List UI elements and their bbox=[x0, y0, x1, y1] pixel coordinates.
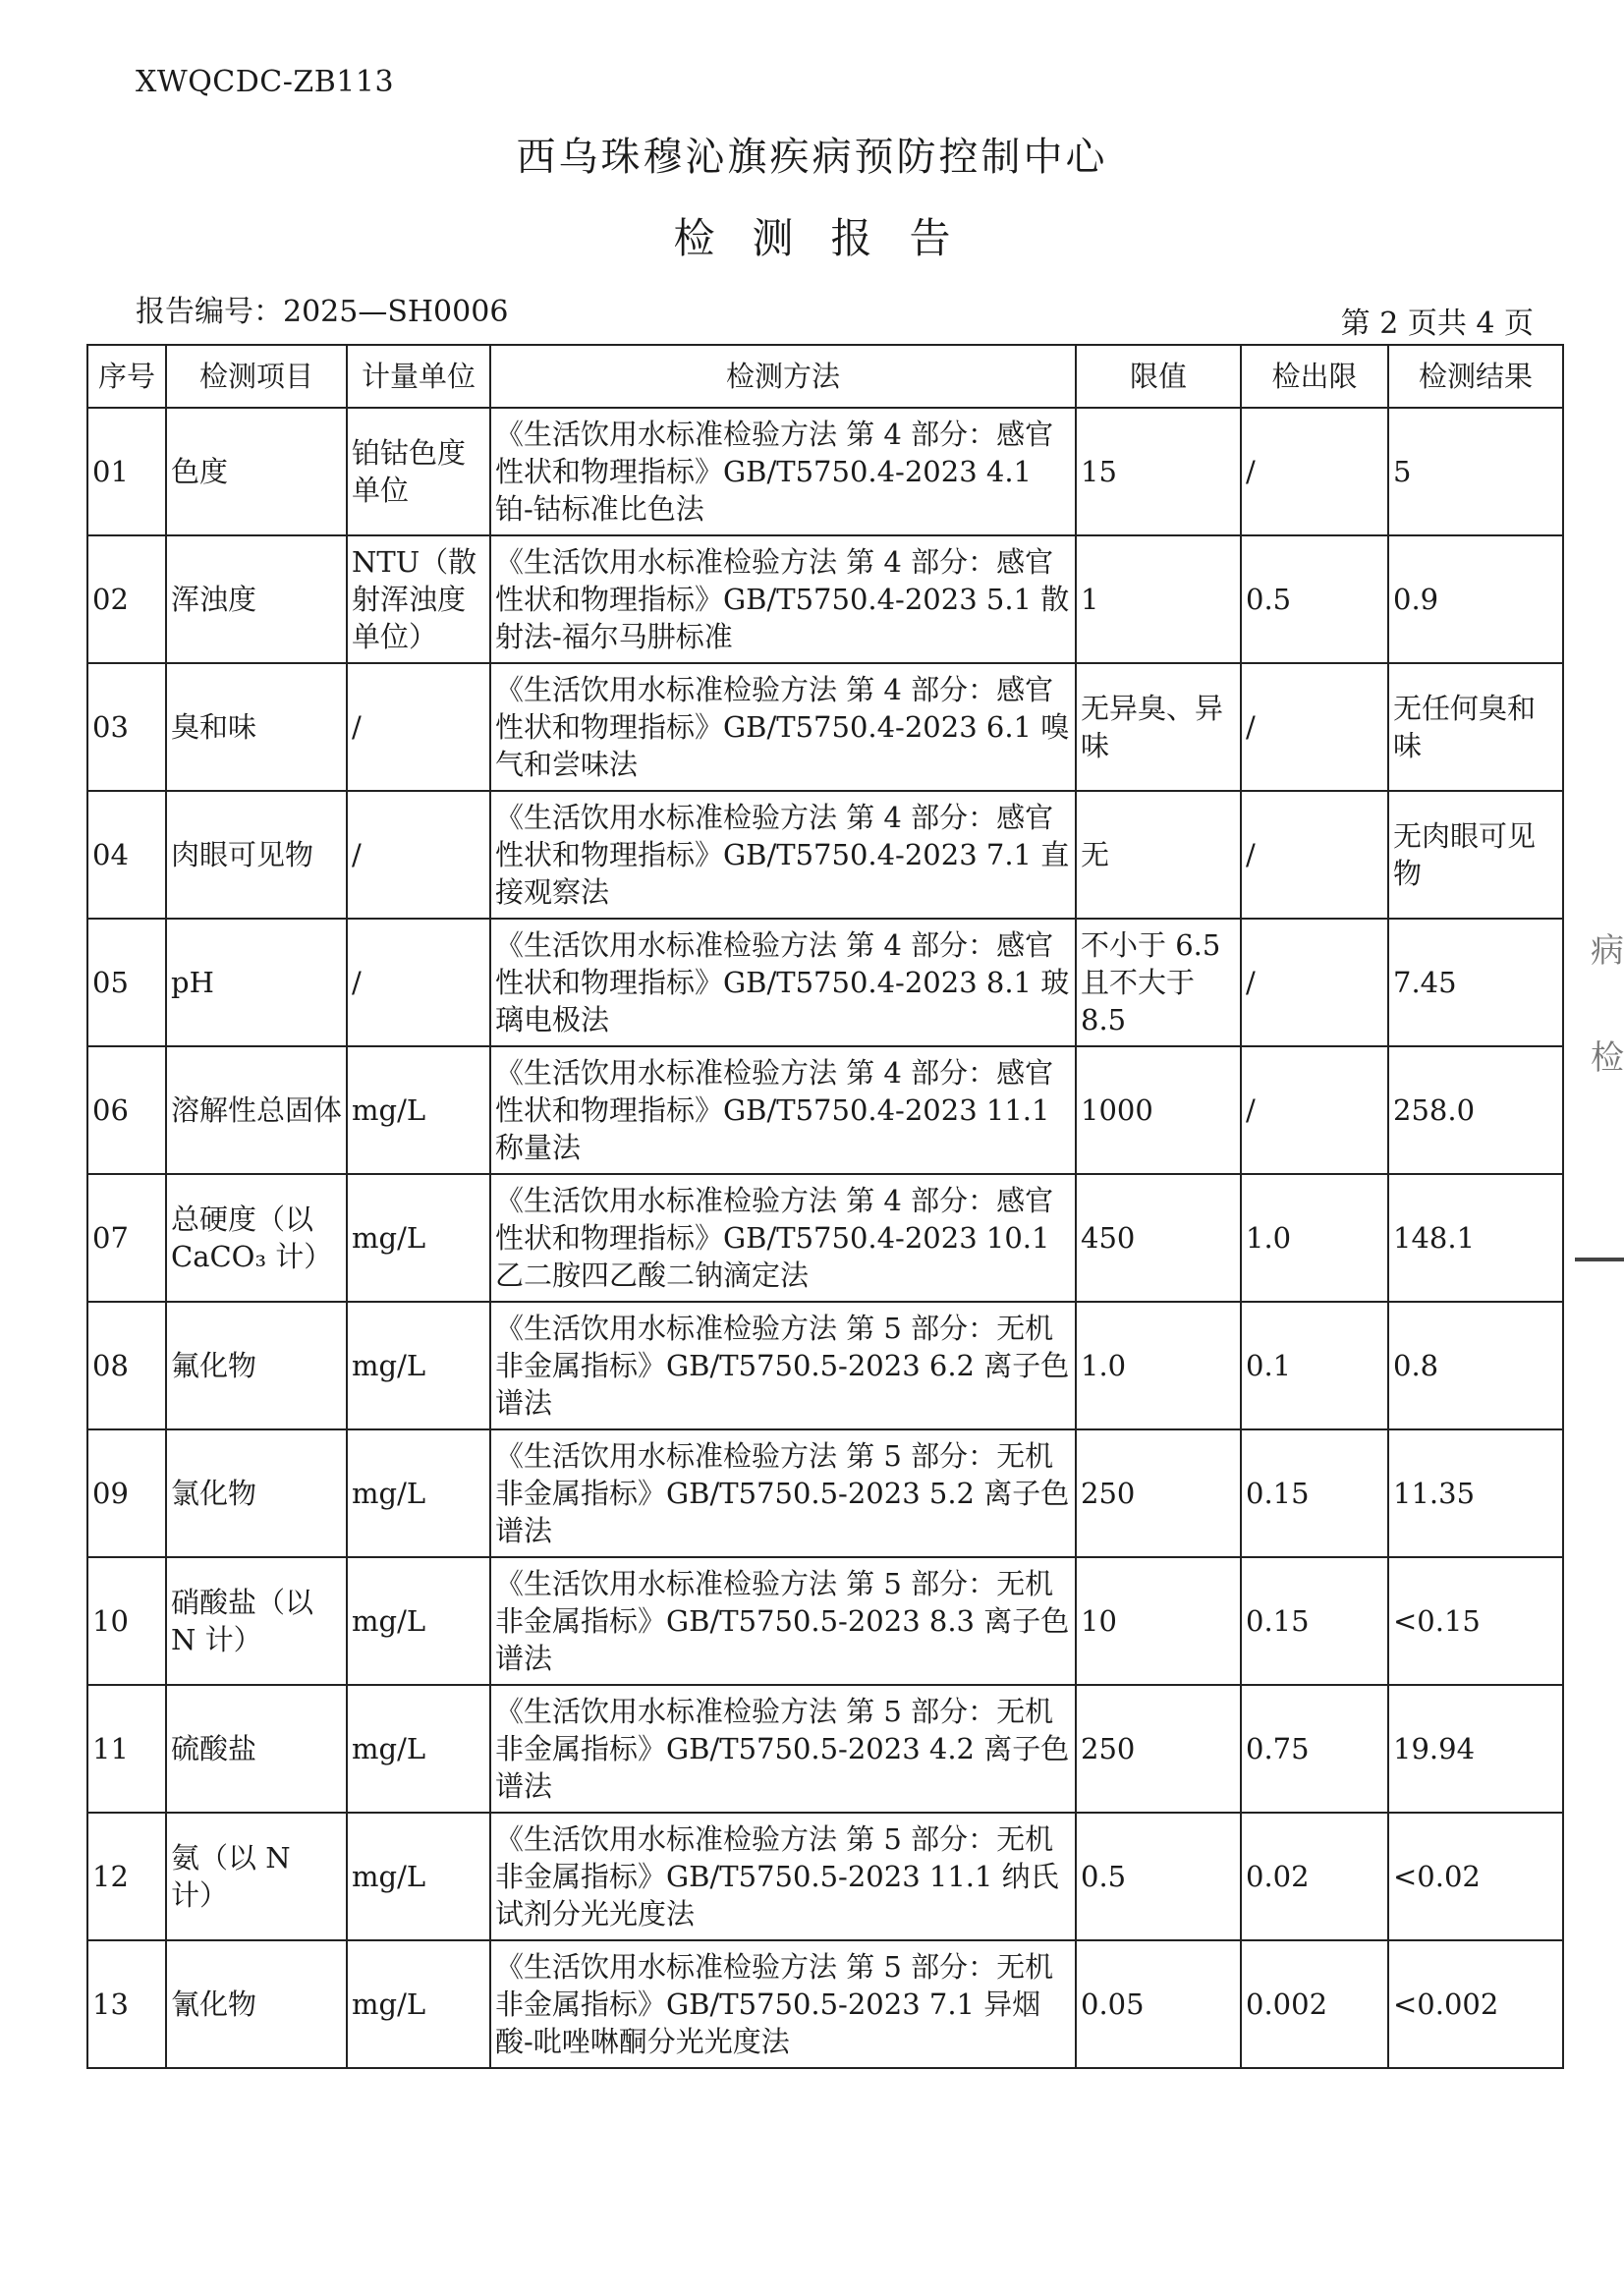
cell-method: 《生活饮用水标准检验方法 第 4 部分：感官性状和物理指标》GB/T5750.4-2023 11.1 称量法 bbox=[490, 1046, 1076, 1174]
cell-detect: / bbox=[1241, 791, 1388, 919]
cell-result: <0.02 bbox=[1388, 1813, 1563, 1940]
cell-detect: 0.75 bbox=[1241, 1685, 1388, 1813]
cell-item: 色度 bbox=[166, 408, 347, 535]
report-title: 检测报告 bbox=[673, 214, 988, 262]
cell-detect: 0.15 bbox=[1241, 1429, 1388, 1557]
cell-no: 09 bbox=[87, 1429, 166, 1557]
cell-method: 《生活饮用水标准检验方法 第 4 部分：感官性状和物理指标》GB/T5750.4-2023 7.1 直接观察法 bbox=[490, 791, 1076, 919]
column-header: 检测结果 bbox=[1388, 345, 1563, 408]
cell-detect: / bbox=[1241, 919, 1388, 1046]
cell-item: 硝酸盐（以 N 计） bbox=[166, 1557, 347, 1685]
cell-limit: 不小于 6.5 且不大于 8.5 bbox=[1076, 919, 1241, 1046]
cell-result: 0.8 bbox=[1388, 1302, 1563, 1429]
cell-result: 5 bbox=[1388, 408, 1563, 535]
cell-unit: mg/L bbox=[347, 1685, 490, 1813]
table-row bbox=[87, 1302, 1563, 1429]
cell-limit: 15 bbox=[1076, 408, 1241, 535]
column-header: 序号 bbox=[87, 345, 166, 408]
cell-unit: mg/L bbox=[347, 1429, 490, 1557]
cell-unit: mg/L bbox=[347, 1813, 490, 1940]
cell-limit: 250 bbox=[1076, 1429, 1241, 1557]
cell-no: 06 bbox=[87, 1046, 166, 1174]
cell-detect: 0.1 bbox=[1241, 1302, 1388, 1429]
cell-item: pH bbox=[166, 919, 347, 1046]
cell-limit: 1.0 bbox=[1076, 1302, 1241, 1429]
cell-limit: 0.5 bbox=[1076, 1813, 1241, 1940]
column-header: 计量单位 bbox=[347, 345, 490, 408]
cell-detect: 0.02 bbox=[1241, 1813, 1388, 1940]
cell-no: 05 bbox=[87, 919, 166, 1046]
cell-unit: mg/L bbox=[347, 1046, 490, 1174]
cell-item: 氯化物 bbox=[166, 1429, 347, 1557]
cell-detect: / bbox=[1241, 1046, 1388, 1174]
cell-item: 肉眼可见物 bbox=[166, 791, 347, 919]
cell-item: 氰化物 bbox=[166, 1940, 347, 2068]
cell-method: 《生活饮用水标准检验方法 第 5 部分：无机非金属指标》GB/T5750.5-2023 5.2 离子色谱法 bbox=[490, 1429, 1076, 1557]
report-number: 报告编号：2025—SH0006 bbox=[136, 295, 509, 329]
cell-no: 02 bbox=[87, 535, 166, 663]
seal-char: 病 bbox=[1591, 931, 1624, 971]
cell-result: 无任何臭和味 bbox=[1388, 663, 1563, 791]
cell-unit: mg/L bbox=[347, 1940, 490, 2068]
cell-limit: 无 bbox=[1076, 791, 1241, 919]
cell-item: 臭和味 bbox=[166, 663, 347, 791]
cell-no: 13 bbox=[87, 1940, 166, 2068]
cell-limit: 450 bbox=[1076, 1174, 1241, 1302]
cell-method: 《生活饮用水标准检验方法 第 5 部分：无机非金属指标》GB/T5750.5-2023 8.3 离子色谱法 bbox=[490, 1557, 1076, 1685]
table-row bbox=[87, 1813, 1563, 1940]
cell-item: 总硬度（以 CaCO₃ 计） bbox=[166, 1174, 347, 1302]
cell-item: 氨（以 N 计） bbox=[166, 1813, 347, 1940]
cell-method: 《生活饮用水标准检验方法 第 4 部分：感官性状和物理指标》GB/T5750.4-2023 8.1 玻璃电极法 bbox=[490, 919, 1076, 1046]
cell-detect: / bbox=[1241, 663, 1388, 791]
cell-method: 《生活饮用水标准检验方法 第 4 部分：感官性状和物理指标》GB/T5750.4-2023 5.1 散射法-福尔马肼标准 bbox=[490, 535, 1076, 663]
table-row bbox=[87, 1685, 1563, 1813]
cell-no: 03 bbox=[87, 663, 166, 791]
cell-unit: / bbox=[347, 791, 490, 919]
cell-limit: 10 bbox=[1076, 1557, 1241, 1685]
cell-result: 11.35 bbox=[1388, 1429, 1563, 1557]
cell-unit: mg/L bbox=[347, 1557, 490, 1685]
table-row bbox=[87, 919, 1563, 1046]
table-row bbox=[87, 1429, 1563, 1557]
cell-item: 氟化物 bbox=[166, 1302, 347, 1429]
results-table bbox=[86, 344, 1564, 2069]
column-header: 检测项目 bbox=[166, 345, 347, 408]
cell-detect: 0.002 bbox=[1241, 1940, 1388, 2068]
cell-no: 07 bbox=[87, 1174, 166, 1302]
column-header: 检出限 bbox=[1241, 345, 1388, 408]
cell-detect: 0.5 bbox=[1241, 535, 1388, 663]
edge-mark bbox=[1575, 1258, 1624, 1261]
cell-no: 10 bbox=[87, 1557, 166, 1685]
cell-method: 《生活饮用水标准检验方法 第 5 部分：无机非金属指标》GB/T5750.5-2023 7.1 异烟酸-吡唑啉酮分光光度法 bbox=[490, 1940, 1076, 2068]
cell-result: 7.45 bbox=[1388, 919, 1563, 1046]
document-code: XWQCDC-ZB113 bbox=[136, 65, 395, 99]
cell-unit: NTU（散射浑浊度单位） bbox=[347, 535, 490, 663]
cell-result: 148.1 bbox=[1388, 1174, 1563, 1302]
cell-method: 《生活饮用水标准检验方法 第 4 部分：感官性状和物理指标》GB/T5750.4-2023 4.1 铂-钴标准比色法 bbox=[490, 408, 1076, 535]
cell-no: 11 bbox=[87, 1685, 166, 1813]
table-row bbox=[87, 791, 1563, 919]
cell-method: 《生活饮用水标准检验方法 第 5 部分：无机非金属指标》GB/T5750.5-2023 11.1 纳氏试剂分光光度法 bbox=[490, 1813, 1076, 1940]
column-header: 限值 bbox=[1076, 345, 1241, 408]
cell-no: 12 bbox=[87, 1813, 166, 1940]
cell-item: 溶解性总固体 bbox=[166, 1046, 347, 1174]
cell-result: 19.94 bbox=[1388, 1685, 1563, 1813]
cell-no: 04 bbox=[87, 791, 166, 919]
cell-item: 硫酸盐 bbox=[166, 1685, 347, 1813]
cell-result: 258.0 bbox=[1388, 1046, 1563, 1174]
seal-char: 检 bbox=[1591, 1038, 1624, 1078]
table-header-row bbox=[87, 345, 1563, 408]
cell-item: 浑浊度 bbox=[166, 535, 347, 663]
table-row bbox=[87, 663, 1563, 791]
cell-limit: 250 bbox=[1076, 1685, 1241, 1813]
table-row bbox=[87, 1557, 1563, 1685]
cell-result: <0.002 bbox=[1388, 1940, 1563, 2068]
cell-method: 《生活饮用水标准检验方法 第 4 部分：感官性状和物理指标》GB/T5750.4-2023 6.1 嗅气和尝味法 bbox=[490, 663, 1076, 791]
table-row bbox=[87, 535, 1563, 663]
cell-unit: mg/L bbox=[347, 1174, 490, 1302]
cell-result: 无肉眼可见物 bbox=[1388, 791, 1563, 919]
page-indicator: 第 2 页共 4 页 bbox=[1340, 307, 1534, 341]
cell-limit: 1000 bbox=[1076, 1046, 1241, 1174]
seal-fragment bbox=[1591, 924, 1624, 1248]
table-row bbox=[87, 1940, 1563, 2068]
table-row bbox=[87, 1174, 1563, 1302]
column-header: 检测方法 bbox=[490, 345, 1076, 408]
cell-limit: 无异臭、异味 bbox=[1076, 663, 1241, 791]
table-row bbox=[87, 1046, 1563, 1174]
cell-no: 01 bbox=[87, 408, 166, 535]
cell-detect: 1.0 bbox=[1241, 1174, 1388, 1302]
cell-unit: 铂钴色度单位 bbox=[347, 408, 490, 535]
cell-detect: 0.15 bbox=[1241, 1557, 1388, 1685]
cell-method: 《生活饮用水标准检验方法 第 4 部分：感官性状和物理指标》GB/T5750.4-2023 10.1 乙二胺四乙酸二钠滴定法 bbox=[490, 1174, 1076, 1302]
cell-method: 《生活饮用水标准检验方法 第 5 部分：无机非金属指标》GB/T5750.5-2023 4.2 离子色谱法 bbox=[490, 1685, 1076, 1813]
cell-method: 《生活饮用水标准检验方法 第 5 部分：无机非金属指标》GB/T5750.5-2023 6.2 离子色谱法 bbox=[490, 1302, 1076, 1429]
cell-limit: 1 bbox=[1076, 535, 1241, 663]
cell-limit: 0.05 bbox=[1076, 1940, 1241, 2068]
organization-name: 西乌珠穆沁旗疾病预防控制中心 bbox=[516, 135, 1108, 180]
cell-result: 0.9 bbox=[1388, 535, 1563, 663]
cell-no: 08 bbox=[87, 1302, 166, 1429]
cell-result: <0.15 bbox=[1388, 1557, 1563, 1685]
cell-detect: / bbox=[1241, 408, 1388, 535]
cell-unit: / bbox=[347, 663, 490, 791]
cell-unit: / bbox=[347, 919, 490, 1046]
table-row bbox=[87, 408, 1563, 535]
cell-unit: mg/L bbox=[347, 1302, 490, 1429]
